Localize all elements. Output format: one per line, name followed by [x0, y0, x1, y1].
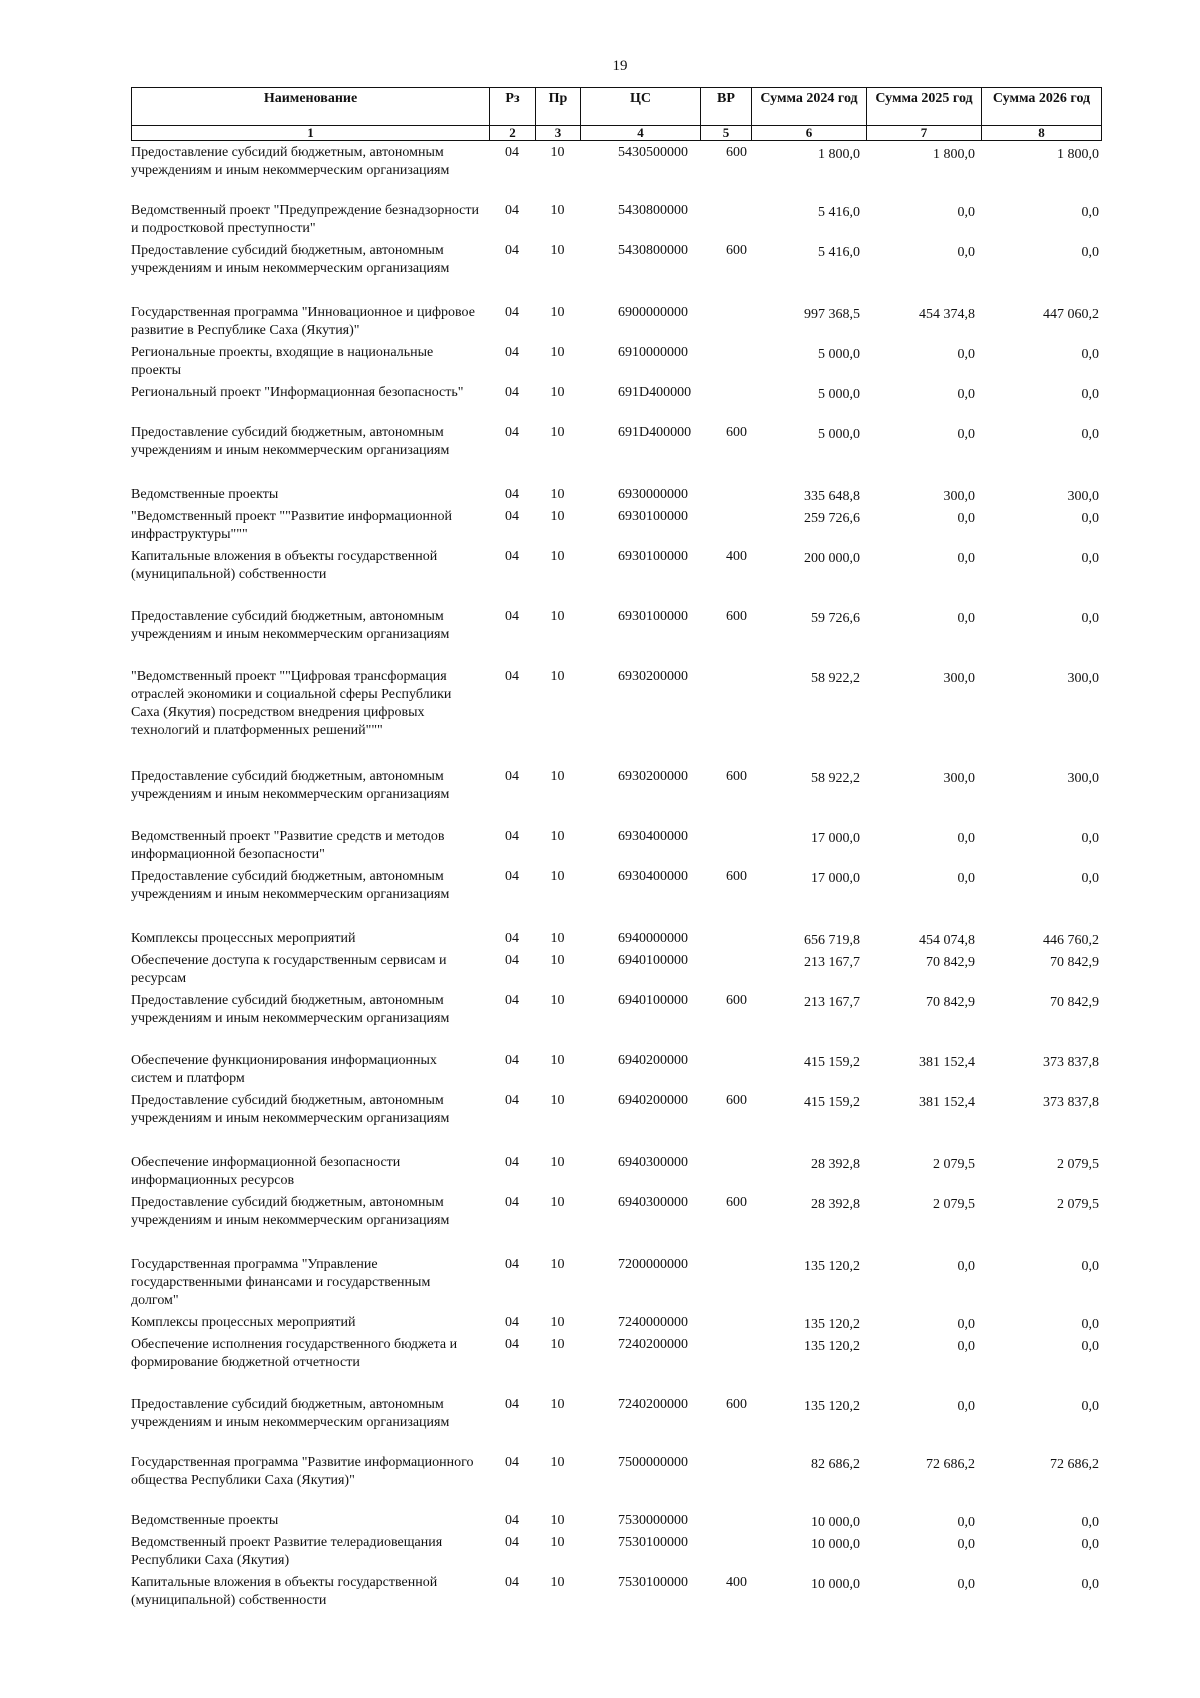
- row-cs: 6930000000: [618, 487, 688, 502]
- header-vr: ВР: [701, 88, 752, 126]
- table-row: [131, 952, 1101, 992]
- row-name: Предоставление субсидий бюджетным, автономным учреждениям и иным некоммерческим организациям: [131, 425, 450, 458]
- row-name: Капитальные вложения в объекты государственной (муниципальной) собственности: [131, 549, 438, 582]
- row-name: Ведомственные проекты: [131, 1513, 279, 1528]
- row-cs: 6940200000: [618, 1093, 688, 1108]
- row-cs: 7530100000: [618, 1535, 688, 1550]
- row-sum-2024: 28 392,8: [811, 1197, 860, 1212]
- table-row: [131, 868, 1101, 930]
- row-sum-2026: 447 060,2: [1043, 307, 1099, 322]
- header-cs: ЦС: [581, 88, 701, 126]
- row-name: Предоставление субсидий бюджетным, автономным учреждениям и иным некоммерческим организациям: [131, 145, 450, 178]
- row-pr: 10: [550, 1195, 565, 1210]
- table-row: [131, 1194, 1101, 1256]
- row-sum-2025: 0,0: [957, 871, 975, 886]
- row-vr: [700, 1512, 751, 1534]
- table-row: [131, 1256, 1101, 1314]
- row-sum-2024: 135 120,2: [804, 1317, 860, 1332]
- row-pr: 10: [550, 1053, 565, 1068]
- table-row: [131, 1314, 1101, 1336]
- row-sum-2025: 70 842,9: [926, 955, 975, 970]
- row-sum-2025: 2 079,5: [933, 1197, 975, 1212]
- row-sum-2024: 200 000,0: [804, 551, 860, 566]
- row-cs: 7200000000: [618, 1257, 688, 1272]
- header-titles-row: [132, 88, 1102, 126]
- header-sum-2025: Сумма 2025 год: [867, 88, 982, 126]
- row-rz: 04: [505, 829, 519, 844]
- row-rz: 04: [505, 609, 519, 624]
- row-rz: 04: [505, 931, 519, 946]
- header-number: 7: [867, 126, 982, 141]
- row-pr: 10: [550, 669, 565, 684]
- row-vr: [700, 1314, 751, 1336]
- row-cs: 5430500000: [618, 145, 688, 160]
- row-cs: 6900000000: [618, 305, 688, 320]
- table-row: [131, 202, 1101, 242]
- row-cs: 6930200000: [618, 669, 688, 684]
- row-vr: [700, 930, 751, 952]
- row-rz: 04: [505, 1315, 519, 1330]
- row-rz: 04: [505, 385, 519, 400]
- row-sum-2024: 259 726,6: [804, 511, 860, 526]
- row-sum-2025: 0,0: [957, 347, 975, 362]
- row-cs: 7240200000: [618, 1337, 688, 1352]
- row-pr: 10: [550, 869, 565, 884]
- row-pr: 10: [550, 1337, 565, 1352]
- row-sum-2026: 0,0: [1081, 1399, 1099, 1414]
- row-sum-2026: 1 800,0: [1057, 147, 1099, 162]
- header-name: Наименование: [132, 88, 490, 126]
- row-sum-2024: 415 159,2: [804, 1095, 860, 1110]
- row-sum-2026: 70 842,9: [1050, 995, 1099, 1010]
- row-sum-2026: 0,0: [1081, 387, 1099, 402]
- table-row: [131, 304, 1101, 344]
- header-numbers-row: [132, 126, 1102, 141]
- row-sum-2026: 0,0: [1081, 347, 1099, 362]
- row-vr: [700, 828, 751, 868]
- row-cs: 5430800000: [618, 243, 688, 258]
- row-sum-2025: 0,0: [957, 611, 975, 626]
- row-rz: 04: [505, 345, 519, 360]
- row-sum-2026: 2 079,5: [1057, 1157, 1099, 1172]
- row-rz: 04: [505, 243, 519, 258]
- row-sum-2025: 381 152,4: [919, 1055, 975, 1070]
- row-sum-2026: 72 686,2: [1050, 1457, 1099, 1472]
- row-sum-2024: 5 000,0: [818, 387, 860, 402]
- row-cs: 691D400000: [618, 425, 692, 440]
- row-vr: [700, 202, 751, 242]
- row-sum-2025: 2 079,5: [933, 1157, 975, 1172]
- row-vr: 400: [726, 549, 747, 564]
- header-sum-2026: Сумма 2026 год: [982, 88, 1102, 126]
- table-row: [131, 1534, 1101, 1574]
- row-rz: 04: [505, 993, 519, 1008]
- row-rz: 04: [505, 1535, 519, 1550]
- row-vr: 600: [726, 145, 747, 160]
- row-sum-2025: 300,0: [943, 671, 975, 686]
- row-vr: [700, 344, 751, 384]
- row-sum-2026: 0,0: [1081, 427, 1099, 442]
- row-name: Ведомственные проекты: [131, 487, 279, 502]
- row-sum-2024: 10 000,0: [811, 1577, 860, 1592]
- row-sum-2025: 454 074,8: [919, 933, 975, 948]
- table-row: [131, 1336, 1101, 1396]
- row-sum-2026: 300,0: [1067, 489, 1099, 504]
- row-sum-2024: 5 416,0: [818, 245, 860, 260]
- row-sum-2026: 0,0: [1081, 871, 1099, 886]
- row-name: Ведомственный проект Развитие телерадиовещания Республики Саха (Якутия): [131, 1535, 443, 1568]
- row-pr: 10: [550, 203, 565, 218]
- table-row: [131, 508, 1101, 548]
- row-name: Предоставление субсидий бюджетным, автономным учреждениям и иным некоммерческим организациям: [131, 609, 450, 642]
- table-row: [131, 384, 1101, 424]
- row-sum-2026: 0,0: [1081, 205, 1099, 220]
- table-row: [131, 1396, 1101, 1454]
- row-sum-2026: 2 079,5: [1057, 1197, 1099, 1212]
- table-row: [131, 486, 1101, 508]
- row-cs: 6940100000: [618, 953, 688, 968]
- row-sum-2026: 300,0: [1067, 671, 1099, 686]
- table-row: [131, 992, 1101, 1052]
- row-rz: 04: [505, 1337, 519, 1352]
- row-name: Обеспечение исполнения государственного бюджета и формирование бюджетной отчетности: [131, 1337, 458, 1370]
- row-vr: 600: [726, 1195, 747, 1210]
- row-sum-2026: 0,0: [1081, 611, 1099, 626]
- row-cs: 6940100000: [618, 993, 688, 1008]
- table-row: [131, 424, 1101, 486]
- row-vr: 600: [726, 425, 747, 440]
- row-sum-2025: 300,0: [943, 771, 975, 786]
- row-rz: 04: [505, 1257, 519, 1272]
- row-sum-2026: 0,0: [1081, 245, 1099, 260]
- row-sum-2024: 17 000,0: [811, 831, 860, 846]
- row-rz: 04: [505, 669, 519, 684]
- header-number: 6: [752, 126, 867, 141]
- row-pr: 10: [550, 1535, 565, 1550]
- table-row: [131, 930, 1101, 952]
- row-cs: 6940200000: [618, 1053, 688, 1068]
- row-pr: 10: [550, 243, 565, 258]
- row-cs: 6940300000: [618, 1195, 688, 1210]
- table-row: [131, 242, 1101, 304]
- row-sum-2025: 0,0: [957, 831, 975, 846]
- row-sum-2025: 300,0: [943, 489, 975, 504]
- header-number: 2: [490, 126, 536, 141]
- table-row: [131, 1512, 1101, 1534]
- row-name: Региональные проекты, входящие в национальные проекты: [131, 345, 434, 378]
- row-vr: 600: [726, 993, 747, 1008]
- row-sum-2026: 0,0: [1081, 1515, 1099, 1530]
- row-sum-2025: 72 686,2: [926, 1457, 975, 1472]
- row-sum-2025: 0,0: [957, 511, 975, 526]
- row-cs: 6930100000: [618, 609, 688, 624]
- row-pr: 10: [550, 1455, 565, 1470]
- header-number: 1: [132, 126, 490, 141]
- row-cs: 6930100000: [618, 549, 688, 564]
- row-pr: 10: [550, 993, 565, 1008]
- row-pr: 10: [550, 487, 565, 502]
- row-vr: [700, 304, 751, 344]
- row-pr: 10: [550, 509, 565, 524]
- table-row: [131, 828, 1101, 868]
- row-vr: [700, 1154, 751, 1194]
- page-number: 19: [612, 58, 628, 74]
- row-rz: 04: [505, 1053, 519, 1068]
- row-vr: [700, 1336, 751, 1396]
- row-sum-2025: 0,0: [957, 1577, 975, 1592]
- row-name: Предоставление субсидий бюджетным, автономным учреждениям и иным некоммерческим организациям: [131, 1397, 450, 1430]
- table-row: [131, 1092, 1101, 1154]
- row-sum-2026: 0,0: [1081, 1339, 1099, 1354]
- row-sum-2026: 0,0: [1081, 1259, 1099, 1274]
- row-vr: 600: [726, 869, 747, 884]
- row-sum-2024: 5 000,0: [818, 427, 860, 442]
- row-cs: 6940300000: [618, 1155, 688, 1170]
- row-cs: 5430800000: [618, 203, 688, 218]
- row-rz: 04: [505, 1575, 519, 1590]
- row-vr: 600: [726, 1093, 747, 1108]
- row-name: Предоставление субсидий бюджетным, автономным учреждениям и иным некоммерческим организациям: [131, 243, 450, 276]
- row-sum-2024: 5 000,0: [818, 347, 860, 362]
- header-number: 4: [581, 126, 701, 141]
- row-sum-2025: 0,0: [957, 245, 975, 260]
- row-sum-2024: 213 167,7: [804, 955, 860, 970]
- row-rz: 04: [505, 1093, 519, 1108]
- table-row: [131, 1154, 1101, 1194]
- row-rz: 04: [505, 549, 519, 564]
- row-rz: 04: [505, 1195, 519, 1210]
- row-sum-2024: 656 719,8: [804, 933, 860, 948]
- row-vr: 600: [726, 609, 747, 624]
- row-pr: 10: [550, 1513, 565, 1528]
- row-rz: 04: [505, 869, 519, 884]
- row-sum-2026: 446 760,2: [1043, 933, 1099, 948]
- row-vr: 600: [726, 243, 747, 258]
- row-rz: 04: [505, 305, 519, 320]
- row-pr: 10: [550, 953, 565, 968]
- row-name: Государственная программа "Развитие информационного общества Республики Саха (Якутия)": [131, 1455, 474, 1488]
- row-name: Обеспечение информационной безопасности информационных ресурсов: [131, 1155, 401, 1188]
- row-sum-2024: 58 922,2: [811, 671, 860, 686]
- row-cs: 7530100000: [618, 1575, 688, 1590]
- row-vr: [700, 1052, 751, 1092]
- row-sum-2024: 5 416,0: [818, 205, 860, 220]
- row-rz: 04: [505, 509, 519, 524]
- row-rz: 04: [505, 487, 519, 502]
- row-pr: 10: [550, 931, 565, 946]
- row-name: "Ведомственный проект ""Развитие информационной инфраструктуры""": [131, 509, 453, 542]
- row-pr: 10: [550, 769, 565, 784]
- row-sum-2026: 0,0: [1081, 551, 1099, 566]
- row-name: Обеспечение доступа к государственным сервисам и ресурсам: [131, 953, 447, 986]
- row-rz: 04: [505, 953, 519, 968]
- row-sum-2024: 59 726,6: [811, 611, 860, 626]
- row-sum-2025: 0,0: [957, 387, 975, 402]
- header-number: 5: [701, 126, 752, 141]
- row-sum-2024: 213 167,7: [804, 995, 860, 1010]
- table-header: [131, 87, 1102, 141]
- row-sum-2024: 335 648,8: [804, 489, 860, 504]
- row-pr: 10: [550, 1315, 565, 1330]
- row-rz: 04: [505, 1155, 519, 1170]
- row-sum-2024: 997 368,5: [804, 307, 860, 322]
- row-sum-2025: 0,0: [957, 1259, 975, 1274]
- header-rz: Рз: [490, 88, 536, 126]
- row-sum-2024: 17 000,0: [811, 871, 860, 886]
- row-name: Ведомственный проект "Развитие средств и методов информационной безопасности": [131, 829, 445, 862]
- table-row: [131, 548, 1101, 608]
- row-cs: 6930400000: [618, 829, 688, 844]
- row-pr: 10: [550, 829, 565, 844]
- row-sum-2025: 1 800,0: [933, 147, 975, 162]
- row-cs: 691D400000: [618, 385, 692, 400]
- row-pr: 10: [550, 145, 565, 160]
- row-sum-2026: 0,0: [1081, 1317, 1099, 1332]
- row-pr: 10: [550, 609, 565, 624]
- row-sum-2024: 28 392,8: [811, 1157, 860, 1172]
- row-sum-2024: 82 686,2: [811, 1457, 860, 1472]
- row-sum-2024: 415 159,2: [804, 1055, 860, 1070]
- row-sum-2024: 135 120,2: [804, 1339, 860, 1354]
- row-pr: 10: [550, 1257, 565, 1272]
- row-sum-2026: 300,0: [1067, 771, 1099, 786]
- row-rz: 04: [505, 145, 519, 160]
- row-vr: [700, 1454, 751, 1512]
- row-rz: 04: [505, 425, 519, 440]
- table-body: [131, 144, 1101, 1614]
- row-sum-2026: 0,0: [1081, 831, 1099, 846]
- row-vr: [700, 1256, 751, 1314]
- row-rz: 04: [505, 203, 519, 218]
- row-pr: 10: [550, 385, 565, 400]
- row-sum-2025: 0,0: [957, 1515, 975, 1530]
- row-sum-2025: 0,0: [957, 1537, 975, 1552]
- row-name: Ведомственный проект "Предупреждение безнадзорности и подростковой преступности": [131, 203, 480, 236]
- row-name: Государственная программа "Инновационное и цифровое развитие в Республике Саха (Якутия)": [131, 305, 475, 338]
- row-name: Предоставление субсидий бюджетным, автономным учреждениям и иным некоммерческим организациям: [131, 769, 450, 802]
- row-pr: 10: [550, 549, 565, 564]
- row-cs: 6940000000: [618, 931, 688, 946]
- header-number: 3: [536, 126, 581, 141]
- row-cs: 6930400000: [618, 869, 688, 884]
- row-name: Комплексы процессных мероприятий: [131, 931, 356, 946]
- row-rz: 04: [505, 769, 519, 784]
- row-sum-2026: 0,0: [1081, 1537, 1099, 1552]
- row-sum-2026: 373 837,8: [1043, 1095, 1099, 1110]
- row-name: Предоставление субсидий бюджетным, автономным учреждениям и иным некоммерческим организациям: [131, 869, 450, 902]
- row-cs: 7240000000: [618, 1315, 688, 1330]
- row-sum-2026: 70 842,9: [1050, 955, 1099, 970]
- row-name: Обеспечение функционирования информационных систем и платформ: [131, 1053, 437, 1086]
- row-name: "Ведомственный проект ""Цифровая трансформация отраслей экономики и социальной сферы Республики Саха (Якутия) посредством внедрения цифровых технологий и платформенных решений""": [131, 669, 452, 738]
- row-sum-2025: 0,0: [957, 205, 975, 220]
- table-row: [131, 768, 1101, 828]
- row-pr: 10: [550, 345, 565, 360]
- row-vr: 600: [726, 1397, 747, 1412]
- row-pr: 10: [550, 1155, 565, 1170]
- row-name: Предоставление субсидий бюджетным, автономным учреждениям и иным некоммерческим организациям: [131, 993, 450, 1026]
- row-pr: 10: [550, 425, 565, 440]
- row-cs: 6930200000: [618, 769, 688, 784]
- row-sum-2025: 0,0: [957, 551, 975, 566]
- table-row: [131, 1574, 1101, 1614]
- header-pr: Пр: [536, 88, 581, 126]
- row-vr: 600: [726, 769, 747, 784]
- row-pr: 10: [550, 305, 565, 320]
- row-sum-2025: 0,0: [957, 1339, 975, 1354]
- table-row: [131, 608, 1101, 668]
- table-row: [131, 668, 1101, 768]
- row-sum-2024: 1 800,0: [818, 147, 860, 162]
- row-cs: 6930100000: [618, 509, 688, 524]
- row-rz: 04: [505, 1513, 519, 1528]
- header-sum-2024: Сумма 2024 год: [752, 88, 867, 126]
- row-name: Капитальные вложения в объекты государственной (муниципальной) собственности: [131, 1575, 438, 1608]
- row-cs: 7500000000: [618, 1455, 688, 1470]
- row-pr: 10: [550, 1397, 565, 1412]
- table-row: [131, 144, 1101, 202]
- row-vr: 400: [726, 1575, 747, 1590]
- table-row: [131, 344, 1101, 384]
- row-vr: [700, 486, 751, 508]
- row-sum-2025: 381 152,4: [919, 1095, 975, 1110]
- row-pr: 10: [550, 1575, 565, 1590]
- row-name: Региональный проект "Информационная безопасность": [131, 385, 464, 400]
- row-sum-2026: 373 837,8: [1043, 1055, 1099, 1070]
- row-sum-2024: 135 120,2: [804, 1259, 860, 1274]
- row-cs: 7530000000: [618, 1513, 688, 1528]
- row-sum-2025: 0,0: [957, 427, 975, 442]
- row-sum-2024: 10 000,0: [811, 1537, 860, 1552]
- header-number: 8: [982, 126, 1102, 141]
- row-sum-2025: 0,0: [957, 1399, 975, 1414]
- row-sum-2025: 0,0: [957, 1317, 975, 1332]
- row-vr: [700, 508, 751, 548]
- row-rz: 04: [505, 1397, 519, 1412]
- row-vr: [700, 668, 751, 768]
- row-cs: 7240200000: [618, 1397, 688, 1412]
- row-sum-2025: 454 374,8: [919, 307, 975, 322]
- row-sum-2025: 70 842,9: [926, 995, 975, 1010]
- row-sum-2024: 10 000,0: [811, 1515, 860, 1530]
- row-name: Государственная программа "Управление государственными финансами и государственным долгом": [131, 1257, 431, 1308]
- row-name: Комплексы процессных мероприятий: [131, 1315, 356, 1330]
- row-sum-2024: 58 922,2: [811, 771, 860, 786]
- row-sum-2026: 0,0: [1081, 1577, 1099, 1592]
- row-sum-2024: 135 120,2: [804, 1399, 860, 1414]
- row-pr: 10: [550, 1093, 565, 1108]
- budget-table: [131, 144, 1101, 1614]
- row-rz: 04: [505, 1455, 519, 1470]
- row-name: Предоставление субсидий бюджетным, автономным учреждениям и иным некоммерческим организациям: [131, 1195, 450, 1228]
- table-row: [131, 1454, 1101, 1512]
- row-vr: [700, 952, 751, 992]
- row-vr: [700, 384, 751, 424]
- row-cs: 6910000000: [618, 345, 688, 360]
- table-row: [131, 1052, 1101, 1092]
- row-sum-2026: 0,0: [1081, 511, 1099, 526]
- row-name: Предоставление субсидий бюджетным, автономным учреждениям и иным некоммерческим организациям: [131, 1093, 450, 1126]
- row-vr: [700, 1534, 751, 1574]
